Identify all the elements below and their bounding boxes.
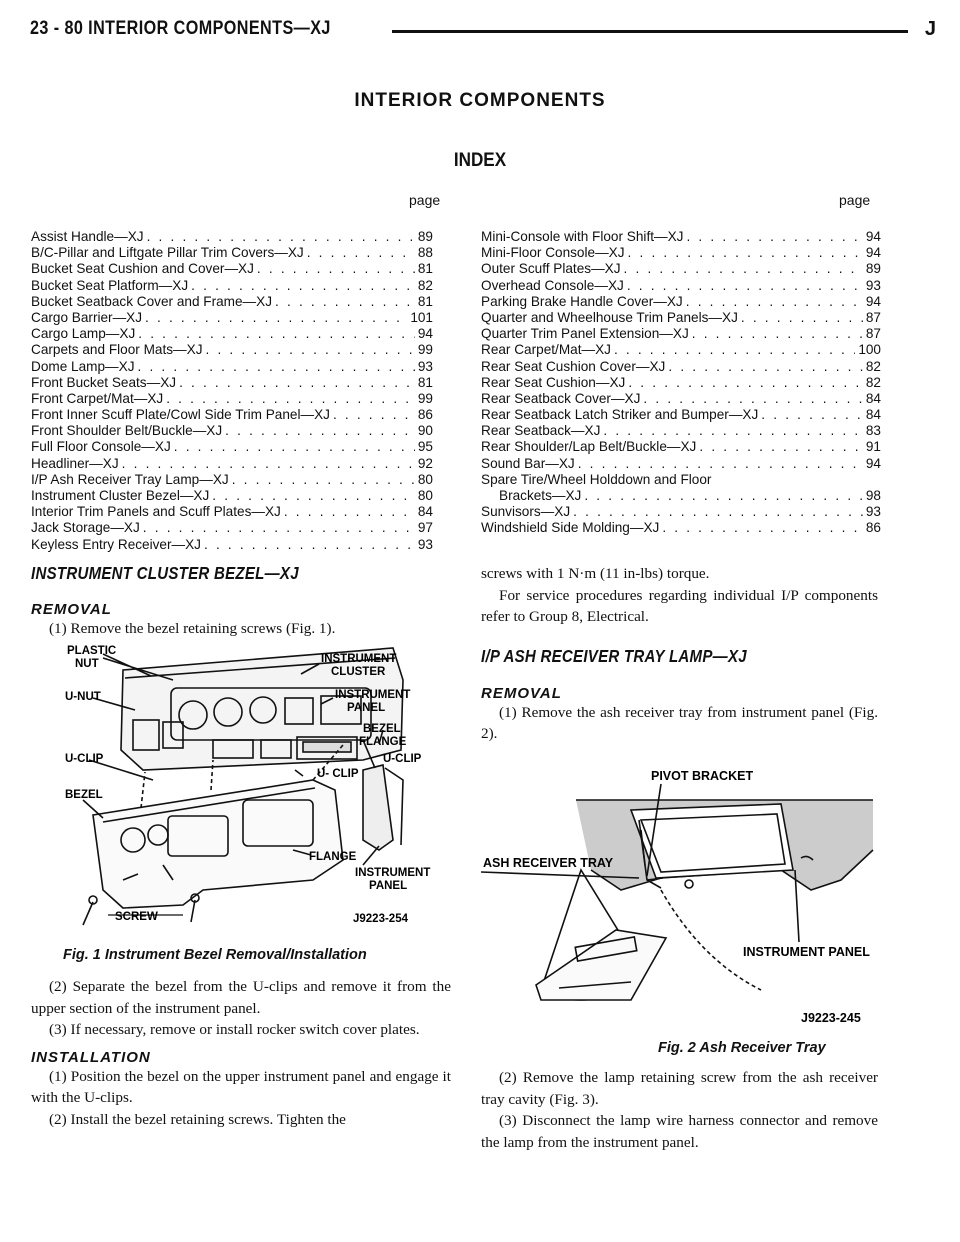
index-entry-page: 100 xyxy=(858,342,881,358)
ash-step-1: (1) Remove the ash receiver tray from instrument panel (Fig. 2). xyxy=(481,703,878,742)
index-entry-title: Brackets—XJ xyxy=(499,488,582,503)
index-entry-title: Rear Seatback Latch Striker and Bumper—XJ xyxy=(481,407,759,423)
index-entry-title: Bucket Seat Platform—XJ xyxy=(31,277,189,293)
index-entry-title: Windshield Side Molding—XJ xyxy=(481,520,660,536)
index-entry-title: Carpets and Floor Mats—XJ xyxy=(31,342,203,358)
index-entry-page: 94 xyxy=(865,293,881,309)
index-entry xyxy=(31,488,433,504)
section-heading-ash-receiver-lamp: I/P ASH RECEIVER TRAY LAMP—XJ xyxy=(481,645,747,666)
index-leader-dots xyxy=(284,504,415,520)
index-entry-page: 93 xyxy=(865,504,881,520)
index-leader-dots xyxy=(614,342,855,358)
index-entry-page: 94 xyxy=(865,455,881,471)
index-entry-title: Full Floor Console—XJ xyxy=(31,439,171,455)
fig1-label-instrument-panel-b2: PANEL xyxy=(369,880,408,892)
index-entry-page: 93 xyxy=(417,358,433,374)
fig1-label-screw: SCREW xyxy=(115,911,158,923)
index-entry xyxy=(481,439,881,455)
index-leader-dots xyxy=(147,229,415,245)
index-leader-dots xyxy=(628,375,863,391)
fig1-label-plastic: PLASTIC xyxy=(67,645,117,657)
index-entry xyxy=(481,520,881,536)
index-entry-title: Sound Bar—XJ xyxy=(481,455,575,471)
index-entry xyxy=(481,472,881,488)
index-entry-page: 82 xyxy=(865,358,881,374)
index-entry-title: Bucket Seat Cushion and Cover—XJ xyxy=(31,261,254,277)
index-entry-title: Mini-Floor Console—XJ xyxy=(481,245,625,261)
index-entry-page: 82 xyxy=(865,374,881,390)
index-entry-title: Rear Seat Cushion Cover—XJ xyxy=(481,358,666,374)
index-leader-dots xyxy=(573,504,863,520)
index-leader-dots xyxy=(333,407,415,423)
index-entry-title: Front Bucket Seats—XJ xyxy=(31,374,177,390)
index-entry-page: 93 xyxy=(417,536,433,552)
figure-2-ash-receiver-tray xyxy=(481,760,878,1040)
index-entry-page: 98 xyxy=(865,488,881,503)
index-entry-page: 99 xyxy=(417,342,433,358)
index-entry-page: 87 xyxy=(865,309,881,325)
fig1-label-flange: FLANGE xyxy=(309,851,357,863)
index-entry-page: 91 xyxy=(865,439,881,455)
index-leader-dots xyxy=(643,391,862,407)
index-leader-dots xyxy=(122,456,415,472)
page-title: INTERIOR COMPONENTS xyxy=(354,90,606,111)
index-leader-dots xyxy=(761,407,863,423)
index-leader-dots xyxy=(741,310,863,326)
index-entry-title: Front Inner Scuff Plate/Cowl Side Trim Panel—XJ xyxy=(31,407,330,423)
fig1-label-instrument-cluster-2: CLUSTER xyxy=(331,666,386,678)
index-entry-page: 90 xyxy=(417,423,433,439)
index-entry xyxy=(481,423,881,439)
index-entry-page: 80 xyxy=(417,488,433,503)
index-entry xyxy=(31,504,433,520)
index-page-label-right: page xyxy=(839,192,871,208)
index-entry-page: 86 xyxy=(865,520,881,536)
index-entry-page: 97 xyxy=(417,520,433,536)
index-entry-title: Overhead Console—XJ xyxy=(481,277,624,293)
index-leader-dots xyxy=(686,229,862,245)
removal-step-2: (2) Separate the bezel from the U-clips and remove it from the upper section of the instrument panel. xyxy=(31,978,451,1017)
right-text-column-lower xyxy=(481,1067,878,1153)
index-entry-page: 92 xyxy=(417,455,433,471)
section-heading-instrument-cluster-bezel: INSTRUMENT CLUSTER BEZEL—XJ xyxy=(31,563,299,583)
index-entry xyxy=(481,407,881,423)
index-entry-title: Dome Lamp—XJ xyxy=(31,358,135,374)
index-entry xyxy=(481,261,881,277)
index-entry-page: 94 xyxy=(417,326,433,342)
ash-tray-diagram xyxy=(481,760,878,1040)
index-entry-title: B/C-Pillar and Liftgate Pillar Trim Covers—XJ xyxy=(31,245,304,261)
fig1-label-bezel-flange-2: FLANGE xyxy=(359,736,407,748)
index-entry-title: Interior Trim Panels and Scuff Plates—XJ xyxy=(31,504,281,520)
index-entry-page: 101 xyxy=(410,309,433,325)
index-leader-dots xyxy=(204,537,415,553)
index-entry xyxy=(31,520,433,536)
index-leader-dots xyxy=(275,294,415,310)
index-leader-dots xyxy=(662,520,863,536)
index-entry-title: Front Shoulder Belt/Buckle—XJ xyxy=(31,423,223,439)
index-leader-dots xyxy=(627,278,863,294)
index-entry-title: Cargo Lamp—XJ xyxy=(31,326,136,342)
index-entry xyxy=(31,342,433,358)
index-entry-title: Cargo Barrier—XJ xyxy=(31,309,143,325)
index-leader-dots xyxy=(603,423,862,439)
index-entry-page: 83 xyxy=(865,423,881,439)
index-entry-page: 84 xyxy=(865,390,881,406)
index-leader-dots xyxy=(624,261,863,277)
index-entry-page: 81 xyxy=(417,293,433,309)
fig2-label-pivot-bracket: PIVOT BRACKET xyxy=(651,769,754,783)
index-entry-page: 87 xyxy=(865,326,881,342)
index-entry-title: Outer Scuff Plates—XJ xyxy=(481,261,621,277)
index-entry xyxy=(31,407,433,423)
header-rule xyxy=(392,30,908,33)
index-leader-dots xyxy=(179,375,415,391)
index-leader-dots xyxy=(232,472,415,488)
index-entry xyxy=(31,456,433,472)
index-entry xyxy=(481,504,881,520)
index-entry xyxy=(31,391,433,407)
index-entry-title: Jack Storage—XJ xyxy=(31,520,140,536)
index-entry xyxy=(31,245,433,261)
left-text-column xyxy=(31,563,451,640)
index-entry-title: Headliner—XJ xyxy=(31,455,119,471)
index-entry-page: 89 xyxy=(417,229,433,244)
fig1-label-u-nut: U-NUT xyxy=(65,691,101,703)
index-leader-dots xyxy=(138,359,415,375)
index-entry-page: 81 xyxy=(417,261,433,277)
index-column-right xyxy=(481,229,881,537)
index-entry xyxy=(31,537,433,553)
index-entry xyxy=(31,439,433,455)
index-page-label-left: page xyxy=(409,192,441,208)
install-note: For service procedures regarding individual I/P components refer to Group 8, Electrical. xyxy=(481,586,878,625)
index-entry-page: 89 xyxy=(865,261,881,277)
index-entry xyxy=(31,472,433,488)
index-leader-dots xyxy=(699,439,863,455)
bezel-diagram xyxy=(63,640,453,930)
index-entry-page: 86 xyxy=(417,407,433,423)
index-leader-dots xyxy=(143,520,415,536)
fig1-label-u-clip-mid: U- CLIP xyxy=(317,768,359,780)
index-title: INDEX xyxy=(453,150,507,171)
index-entry xyxy=(481,229,881,245)
fig1-label-bezel: BEZEL xyxy=(65,789,103,801)
installation-heading: INSTALLATION xyxy=(31,1048,151,1066)
index-leader-dots xyxy=(692,326,863,342)
fig1-label-instrument-panel-b1: INSTRUMENT xyxy=(355,867,431,879)
fig1-label-bezel-flange-1: BEZEL xyxy=(363,723,401,735)
fig1-label-u-clip-right: U-CLIP xyxy=(383,753,422,765)
index-entry xyxy=(31,423,433,439)
index-entry-title: Rear Carpet/Mat—XJ xyxy=(481,342,611,358)
fig1-label-instrument-cluster-1: INSTRUMENT xyxy=(321,653,397,665)
index-entry xyxy=(481,375,881,391)
index-entry xyxy=(481,456,881,472)
index-leader-dots xyxy=(628,245,863,261)
index-entry-title: Parking Brake Handle Cover—XJ xyxy=(481,293,683,309)
index-leader-dots xyxy=(145,310,407,326)
left-text-column-lower xyxy=(31,976,451,1130)
header-section-label: 23 - 80 INTERIOR COMPONENTS—XJ xyxy=(30,18,331,39)
index-entry xyxy=(31,359,433,375)
index-entry-page: 88 xyxy=(417,245,433,261)
install-step-2-continued: screws with 1 N·m (11 in-lbs) torque. xyxy=(481,565,710,582)
index-entry-title: Rear Seatback Cover—XJ xyxy=(481,390,641,406)
index-entry-page: 95 xyxy=(417,439,433,455)
figure-1-caption: Fig. 1 Instrument Bezel Removal/Installation xyxy=(63,947,367,963)
index-entry xyxy=(481,310,881,326)
index-entry-page: 84 xyxy=(865,407,881,423)
index-entry xyxy=(481,294,881,310)
index-entry-page: 94 xyxy=(865,245,881,261)
index-entry-title: Keyless Entry Receiver—XJ xyxy=(31,536,201,552)
fig2-label-instrument-panel: INSTRUMENT PANEL xyxy=(743,945,870,959)
fig1-label-instrument-panel-2: PANEL xyxy=(347,702,386,714)
index-entry xyxy=(481,342,881,358)
index-column-left xyxy=(31,229,433,553)
index-leader-dots xyxy=(166,391,415,407)
page-header xyxy=(30,16,936,46)
index-entry xyxy=(481,359,881,375)
header-edition-letter: J xyxy=(924,18,936,40)
index-entry-page: 84 xyxy=(417,504,433,520)
fig1-label-u-clip-left: U-CLIP xyxy=(65,753,104,765)
index-entry-title: I/P Ash Receiver Tray Lamp—XJ xyxy=(31,471,229,487)
index-entry xyxy=(481,245,881,261)
index-entry-page: 99 xyxy=(417,390,433,406)
index-leader-dots xyxy=(174,439,415,455)
index-entry-page: 81 xyxy=(417,374,433,390)
index-leader-dots xyxy=(212,488,415,504)
index-entry-title: Instrument Cluster Bezel—XJ xyxy=(31,488,210,503)
index-entry-title: Sunvisors—XJ xyxy=(481,504,571,520)
index-leader-dots xyxy=(307,245,415,261)
index-leader-dots xyxy=(257,261,415,277)
install-step-2: (2) Install the bezel retaining screws. Tighten the xyxy=(49,1110,346,1128)
index-entry-page: 93 xyxy=(865,277,881,293)
index-entry xyxy=(481,278,881,294)
removal-step-3: (3) If necessary, remove or install rocker switch cover plates. xyxy=(49,1021,420,1038)
figure-1-instrument-bezel xyxy=(63,640,453,930)
index-leader-dots xyxy=(668,359,863,375)
index-entry-title: Rear Shoulder/Lap Belt/Buckle—XJ xyxy=(481,439,697,455)
index-entry xyxy=(31,278,433,294)
removal-heading-2: REMOVAL xyxy=(481,684,562,702)
index-entry-title: Spare Tire/Wheel Holddown and Floor xyxy=(481,471,712,487)
index-entry-title: Quarter Trim Panel Extension—XJ xyxy=(481,326,689,342)
index-leader-dots xyxy=(225,423,415,439)
fig1-code: J9223-254 xyxy=(353,913,408,925)
index-entry-title: Rear Seatback—XJ xyxy=(481,423,601,439)
index-entry-title: Rear Seat Cushion—XJ xyxy=(481,374,626,390)
figure-2-caption: Fig. 2 Ash Receiver Tray xyxy=(658,1040,826,1056)
index-leader-dots xyxy=(584,488,863,504)
right-text-column xyxy=(481,563,878,745)
index-entry xyxy=(31,229,433,245)
index-entry-page: 94 xyxy=(865,229,881,244)
index-entry xyxy=(481,326,881,342)
index-entry xyxy=(31,375,433,391)
index-entry-title: Assist Handle—XJ xyxy=(31,229,144,244)
index-entry xyxy=(31,261,433,277)
index-entry xyxy=(31,294,433,310)
index-leader-dots xyxy=(686,294,863,310)
index-entry-title: Front Carpet/Mat—XJ xyxy=(31,390,164,406)
index-entry-page: 82 xyxy=(417,277,433,293)
removal-step-1: (1) Remove the bezel retaining screws (Fig. 1). xyxy=(49,620,336,637)
index-leader-dots xyxy=(191,278,415,294)
index-entry xyxy=(31,310,433,326)
index-entry-title: Mini-Console with Floor Shift—XJ xyxy=(481,229,684,244)
fig2-code: J9223-245 xyxy=(801,1011,861,1025)
fig1-label-nut: NUT xyxy=(75,658,99,670)
fig1-label-instrument-panel-1: INSTRUMENT xyxy=(335,689,411,701)
index-entry-title: Bucket Seatback Cover and Frame—XJ xyxy=(31,293,273,309)
index-entry xyxy=(31,326,433,342)
index-entry xyxy=(481,488,881,504)
fig2-label-ash-receiver-tray: ASH RECEIVER TRAY xyxy=(483,856,614,870)
index-leader-dots xyxy=(138,326,415,342)
index-entry-title: Quarter and Wheelhouse Trim Panels—XJ xyxy=(481,309,738,325)
index-leader-dots xyxy=(206,342,415,358)
index-entry-page: 80 xyxy=(417,471,433,487)
removal-heading: REMOVAL xyxy=(31,601,112,618)
ash-step-3: (3) Disconnect the lamp wire harness connector and remove the lamp from the instrument panel. xyxy=(481,1112,878,1151)
index-leader-dots xyxy=(578,456,863,472)
ash-step-2: (2) Remove the lamp retaining screw from the ash receiver tray cavity (Fig. 3). xyxy=(481,1069,878,1108)
index-entry xyxy=(481,391,881,407)
install-step-1: (1) Position the bezel on the upper instrument panel and engage it with the U-clips. xyxy=(31,1067,451,1106)
